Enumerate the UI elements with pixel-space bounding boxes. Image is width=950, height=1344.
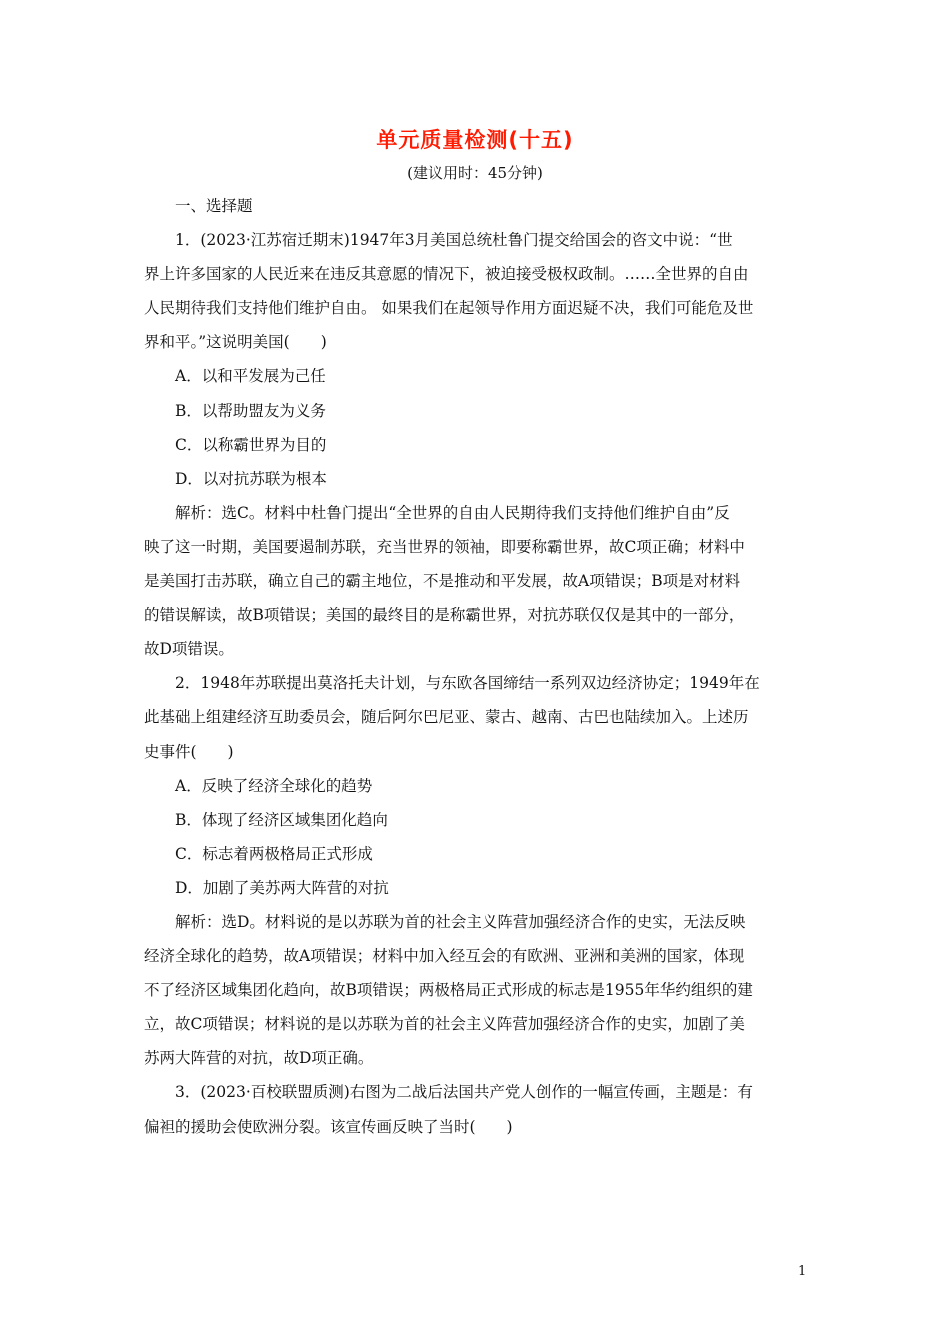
question-1-option-b: B．以帮助盟友为义务: [175, 401, 326, 420]
question-2-option-b: B．体现了经济区域集团化趋向: [175, 810, 388, 829]
question-2-line: 史事件( ): [144, 742, 234, 761]
page-number: 1: [798, 1264, 807, 1279]
question-1-analysis: 的错误解读，故B项错误；美国的最终目的是称霸世界，对抗苏联仅仅是其中的一部分，: [144, 606, 745, 625]
page-title: 单元质量检测(十五): [376, 128, 574, 152]
question-1-option-c: C．以称霸世界为目的: [175, 435, 327, 454]
question-1-line: 1．(2023·江苏宿迁期末)1947年3月美国总统杜鲁门提交给国会的咨文中说：“世: [175, 231, 733, 250]
section-heading: 一、选择题: [175, 197, 253, 215]
question-2: [144, 666, 808, 1075]
page-subtitle: (建议用时：45分钟): [407, 164, 543, 182]
question-2-line: 2．1948年苏联提出莫洛托夫计划，与东欧各国缔结一系列双边经济协定；1949年在: [175, 674, 760, 693]
document-body: [144, 189, 808, 1144]
question-2-option-d: D．加剧了美苏两大阵营的对抗: [175, 878, 389, 897]
question-1-analysis: 是美国打击苏联，确立自己的霸主地位，不是推动和平发展，故A项错误；B项是对材料: [144, 572, 741, 591]
question-1-analysis: 解析：选C。材料中杜鲁门提出“全世界的自由人民期待我们支持他们维护自由”反: [175, 503, 730, 522]
question-2-line: 此基础上组建经济互助委员会，随后阿尔巴尼亚、蒙古、越南、古巴也陆续加入。上述历: [144, 708, 749, 727]
question-2-analysis: 经济全球化的趋势，故A项错误；材料中加入经互会的有欧洲、亚洲和美洲的国家，体现: [144, 947, 745, 966]
question-1-analysis: 故D项错误。: [144, 640, 234, 659]
question-2-analysis: 苏两大阵营的对抗，故D项正确。: [144, 1049, 374, 1068]
question-1-option-a: A．以和平发展为己任: [175, 367, 326, 386]
question-3-line: 3．(2023·百校联盟质测)右图为二战后法国共产党人创作的一幅宣传画，主题是：有: [175, 1083, 753, 1102]
question-2-option-c: C．标志着两极格局正式形成: [175, 844, 373, 863]
question-1-analysis: 映了这一时期，美国要遏制苏联，充当世界的领袖，即要称霸世界，故C项正确；材料中: [144, 537, 745, 556]
question-2-option-a: A．反映了经济全球化的趋势: [175, 776, 373, 795]
question-1-line: 人民期待我们支持他们维护自由。 如果我们在起领导作用方面迟疑不决，我们可能危及世: [144, 299, 754, 318]
question-2-analysis: 不了经济区域集团化趋向，故B项错误；两极格局正式形成的标志是1955年华约组织的建: [144, 981, 753, 1000]
question-3: [144, 1075, 808, 1143]
question-1-option-d: D．以对抗苏联为根本: [175, 469, 327, 488]
question-1-line: 界和平。”这说明美国( ): [144, 333, 327, 352]
question-2-analysis: 解析：选D。材料说的是以苏联为首的社会主义阵营加强经济合作的史实，无法反映: [175, 912, 746, 931]
question-1-line: 界上许多国家的人民近来在违反其意愿的情况下，被迫接受极权政制。……全世界的自由: [144, 265, 749, 284]
question-2-analysis: 立，故C项错误；材料说的是以苏联为首的社会主义阵营加强经济合作的史实，加剧了美: [144, 1015, 745, 1034]
question-1: [144, 223, 808, 666]
question-3-line: 偏袒的援助会使欧洲分裂。该宣传画反映了当时( ): [144, 1117, 513, 1136]
